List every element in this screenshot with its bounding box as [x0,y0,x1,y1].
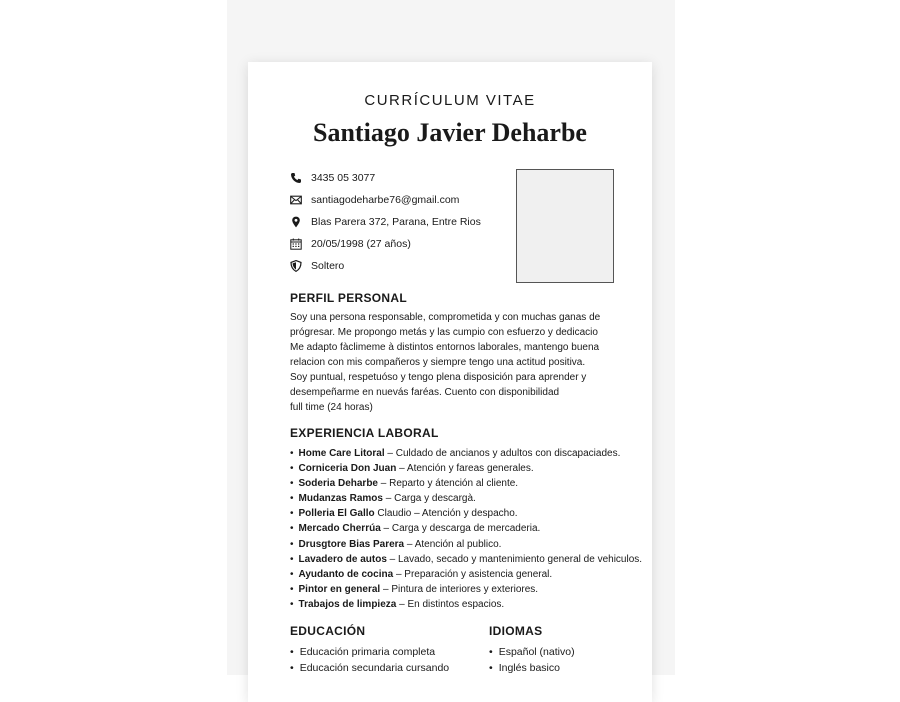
shield-icon [290,260,302,272]
contact-list [290,167,481,277]
experience-item [290,567,650,582]
experience-description: – Lavado, secado y mantenimiento general de vehiculos. [386,553,643,565]
profile-line: prógresar. Me propongo metás y las cumpio con esfuerzo y dedicacio [290,327,598,338]
profile-line: desempeñarme en nuevás faréas. Cuento con disponibilidad [290,387,560,398]
experience-item [290,582,650,597]
experience-item [290,521,650,536]
experience-item [290,597,650,612]
experience-employer: Lavadero de autos [298,553,387,565]
location-pin-icon [290,216,302,228]
experience-description: – Reparto y átención al cliente. [378,478,519,490]
education-heading: EDUCACIÓN [290,624,366,638]
contact-birthdate-text: 20/05/1998 (27 años) [311,238,411,250]
profile-line: relacion con mis compañeros y siempre tengo una actitud positiva. [290,357,586,368]
experience-item [290,491,650,506]
language-item: • Inglés basico [489,660,575,676]
experience-list [290,446,650,612]
contact-marital-status-text: Soltero [311,260,345,272]
experience-description: – En distintos espacios. [396,598,505,610]
profile-heading: PERFIL PERSONAL [290,291,407,305]
experience-employer: Drusgtore Bias Parera [298,538,405,550]
experience-item [290,552,650,567]
contact-email-text: santiagodeharbe76@gmail.com [311,194,460,206]
photo-placeholder [516,169,614,283]
experience-employer: Polleria El Gallo [298,508,375,520]
contact-phone [290,167,481,189]
experience-employer: Corniceria Don Juan [298,463,397,475]
contact-address [290,211,481,233]
experience-description: – Carga y descarga de mercaderia. [380,523,541,535]
experience-employer: Soderia Deharbe [298,478,378,490]
experience-employer: Home Care Litoral [298,448,385,459]
experience-description: – Carga y descargà. [382,493,476,505]
profile-line: Soy puntual, respetuóso y tengo plena disposición para aprender y [290,372,587,383]
envelope-icon [290,194,302,206]
experience-description: – Pintura de interiores y exteriores. [380,583,539,595]
profile-line: full time (24 horas) [290,402,373,413]
contact-email [290,189,481,211]
experience-employer: Mudanzas Ramos [298,493,383,505]
profile-line: Soy una persona responsable, comprometida y con muchas ganas de [290,312,601,323]
experience-description: – Culdado de ancianos y adultos con discapaciades. [384,448,621,459]
languages-list [489,644,575,676]
experience-item [290,446,650,461]
education-list [290,644,449,676]
education-item: • Educación primaria completa [290,644,449,660]
contact-address-text: Blas Parera 372, Parana, Entre Rios [311,216,481,228]
experience-employer: Pintor en general [298,583,381,595]
experience-employer: Trabajos de limpieza [298,598,397,610]
experience-item [290,506,650,521]
contact-marital-status [290,255,481,277]
contact-phone-text: 3435 05 3077 [311,172,376,184]
phone-icon [290,172,302,184]
experience-item [290,476,650,491]
education-item: • Educación secundaria cursando [290,660,449,676]
candidate-name: Santiago Javier Deharbe [313,118,587,147]
calendar-icon [290,238,302,250]
experience-description: – Preparación y asistencia general. [393,568,553,580]
experience-employer: Mercado Cherrúa [298,523,381,535]
experience-description: Claudio – Atención y despacho. [374,508,518,520]
contact-birthdate [290,233,481,255]
experience-item [290,537,650,552]
cv-document [248,62,652,702]
experience-heading: EXPERIENCIA LABORAL [290,426,439,440]
experience-employer: Ayudanto de cocina [298,568,394,580]
experience-item [290,461,650,476]
document-label: CURRÍCULUM VITAE [364,92,536,109]
language-item: • Español (nativo) [489,644,575,660]
profile-line: Me adapto fàclimeme à distintos entornos laborales, mantengo buena [290,342,600,353]
experience-description: – Atención al publico. [404,538,502,550]
experience-description: – Atención y fareas generales. [396,463,534,475]
profile-text [290,310,620,415]
languages-heading: IDIOMAS [489,624,543,638]
